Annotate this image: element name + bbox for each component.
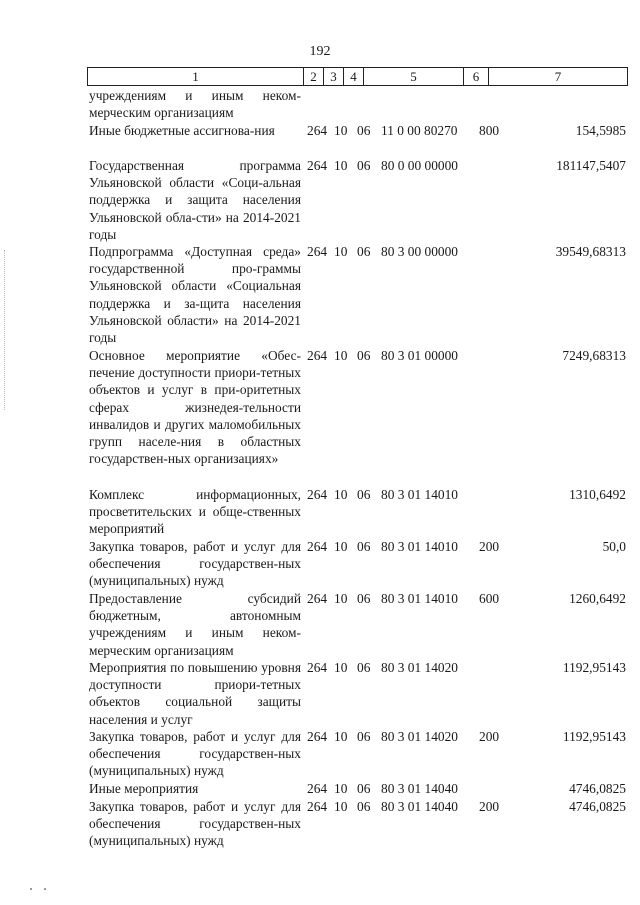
row-rz: 10 xyxy=(334,123,348,138)
row-csr: 80 3 01 00000 xyxy=(381,348,458,363)
row-adm: 264 xyxy=(307,158,328,173)
header-col-4: 4 xyxy=(344,68,364,85)
header-col-3: 3 xyxy=(324,68,344,85)
row-adm: 264 xyxy=(307,781,328,796)
row-adm: 264 xyxy=(307,591,328,606)
row-csr: 80 3 01 14010 xyxy=(381,539,458,554)
row-sum: 1192,95143 xyxy=(562,729,626,744)
row-rz: 10 xyxy=(334,660,348,675)
row-name: Иные мероприятия xyxy=(89,781,199,796)
row-adm: 264 xyxy=(307,539,328,554)
row-name: Комплекс информационных, просветительских и обще-ственных мероприятий xyxy=(89,487,301,537)
row-name: Иные бюджетные ассигнова-ния xyxy=(89,123,275,138)
row-rz: 10 xyxy=(334,729,348,744)
header-col-1: 1 xyxy=(88,68,304,85)
row-name: Закупка товаров, работ и услуг для обеспечения государствен-ных (муниципальных) нужд xyxy=(89,799,301,849)
row-pr: 06 xyxy=(357,660,371,675)
row-rz: 10 xyxy=(334,539,348,554)
row-csr: 80 3 01 14010 xyxy=(381,591,458,606)
row-sum: 39549,68313 xyxy=(555,244,626,259)
table-header-row xyxy=(87,67,628,86)
row-sum: 154,5985 xyxy=(575,123,626,138)
row-name: Закупка товаров, работ и услуг для обеспечения государствен-ных (муниципальных) нужд xyxy=(89,729,301,779)
row-csr: 80 3 01 14040 xyxy=(381,781,458,796)
row-adm: 264 xyxy=(307,123,328,138)
row-pr: 06 xyxy=(357,244,371,259)
page-number: 192 xyxy=(309,44,331,59)
row-vr: 800 xyxy=(479,123,500,138)
header-col-6: 6 xyxy=(464,68,489,85)
row-csr: 80 3 01 14040 xyxy=(381,799,458,814)
row-vr: 200 xyxy=(479,539,500,554)
row-adm: 264 xyxy=(307,487,328,502)
row-pr: 06 xyxy=(357,799,371,814)
row-adm: 264 xyxy=(307,799,328,814)
row-sum: 181147,5407 xyxy=(556,158,626,173)
row-sum: 1310,6492 xyxy=(569,487,626,502)
row-name: Подпрограмма «Доступная среда» государственной про-граммы Ульяновской области «Социальная поддержка и за-щита населения Ульяновской области» на 2014-2021 годы xyxy=(89,244,301,346)
row-csr: 80 3 00 00000 xyxy=(381,244,458,259)
row-sum: 4746,0825 xyxy=(569,781,626,796)
row-adm: 264 xyxy=(307,729,328,744)
row-adm: 264 xyxy=(307,348,328,363)
row-csr: 11 0 00 80270 xyxy=(381,123,458,138)
row-csr: 80 3 01 14010 xyxy=(381,487,458,502)
row-sum: 1192,95143 xyxy=(562,660,626,675)
row-rz: 10 xyxy=(334,487,348,502)
row-rz: 10 xyxy=(334,781,348,796)
row-sum: 1260,6492 xyxy=(569,591,626,606)
row-sum: 7249,68313 xyxy=(562,348,626,363)
row-pr: 06 xyxy=(357,348,371,363)
row-rz: 10 xyxy=(334,244,348,259)
row-adm: 264 xyxy=(307,660,328,675)
row-pr: 06 xyxy=(357,158,371,173)
header-col-5: 5 xyxy=(364,68,464,85)
header-col-2: 2 xyxy=(304,68,324,85)
row-name: учреждениям и иным неком-мерческим организациям xyxy=(89,88,301,121)
row-sum: 4746,0825 xyxy=(569,799,626,814)
row-vr: 600 xyxy=(479,591,500,606)
row-pr: 06 xyxy=(357,487,371,502)
header-col-7: 7 xyxy=(554,69,562,84)
row-pr: 06 xyxy=(357,539,371,554)
row-pr: 06 xyxy=(357,781,371,796)
row-vr: 200 xyxy=(479,799,500,814)
row-rz: 10 xyxy=(334,799,348,814)
scan-margin-mark xyxy=(4,250,8,410)
row-sum: 50,0 xyxy=(602,539,626,554)
row-rz: 10 xyxy=(334,591,348,606)
row-name: Государственная программа Ульяновской области «Соци-альная поддержка и защита населения Ульяновской обла-сти» на 2014-2021 годы xyxy=(89,158,301,242)
row-vr: 200 xyxy=(479,729,500,744)
row-rz: 10 xyxy=(334,158,348,173)
row-rz: 10 xyxy=(334,348,348,363)
row-name: Мероприятия по повышению уровня доступности приори-тетных объектов социальной защиты населения и услуг xyxy=(89,660,301,727)
scan-speck xyxy=(30,888,32,890)
row-csr: 80 3 01 14020 xyxy=(381,729,458,744)
row-name: Основное мероприятие «Обес-печение доступности приори-тетных объектов и услуг в при-оритетных сферах жизнедея-тельности инвалидов и других маломобильных групп населе-ния в областных государствен-ных организациях» xyxy=(89,348,301,467)
row-csr: 80 0 00 00000 xyxy=(381,158,458,173)
row-name: Предоставление субсидий бюджетным, автономным учреждениям и иным неком-мерческим организациям xyxy=(89,591,301,658)
row-name: Закупка товаров, работ и услуг для обеспечения государствен-ных (муниципальных) нужд xyxy=(89,539,301,589)
row-pr: 06 xyxy=(357,123,371,138)
row-pr: 06 xyxy=(357,591,371,606)
row-csr: 80 3 01 14020 xyxy=(381,660,458,675)
row-adm: 264 xyxy=(307,244,328,259)
scan-speck xyxy=(44,888,46,890)
row-pr: 06 xyxy=(357,729,371,744)
